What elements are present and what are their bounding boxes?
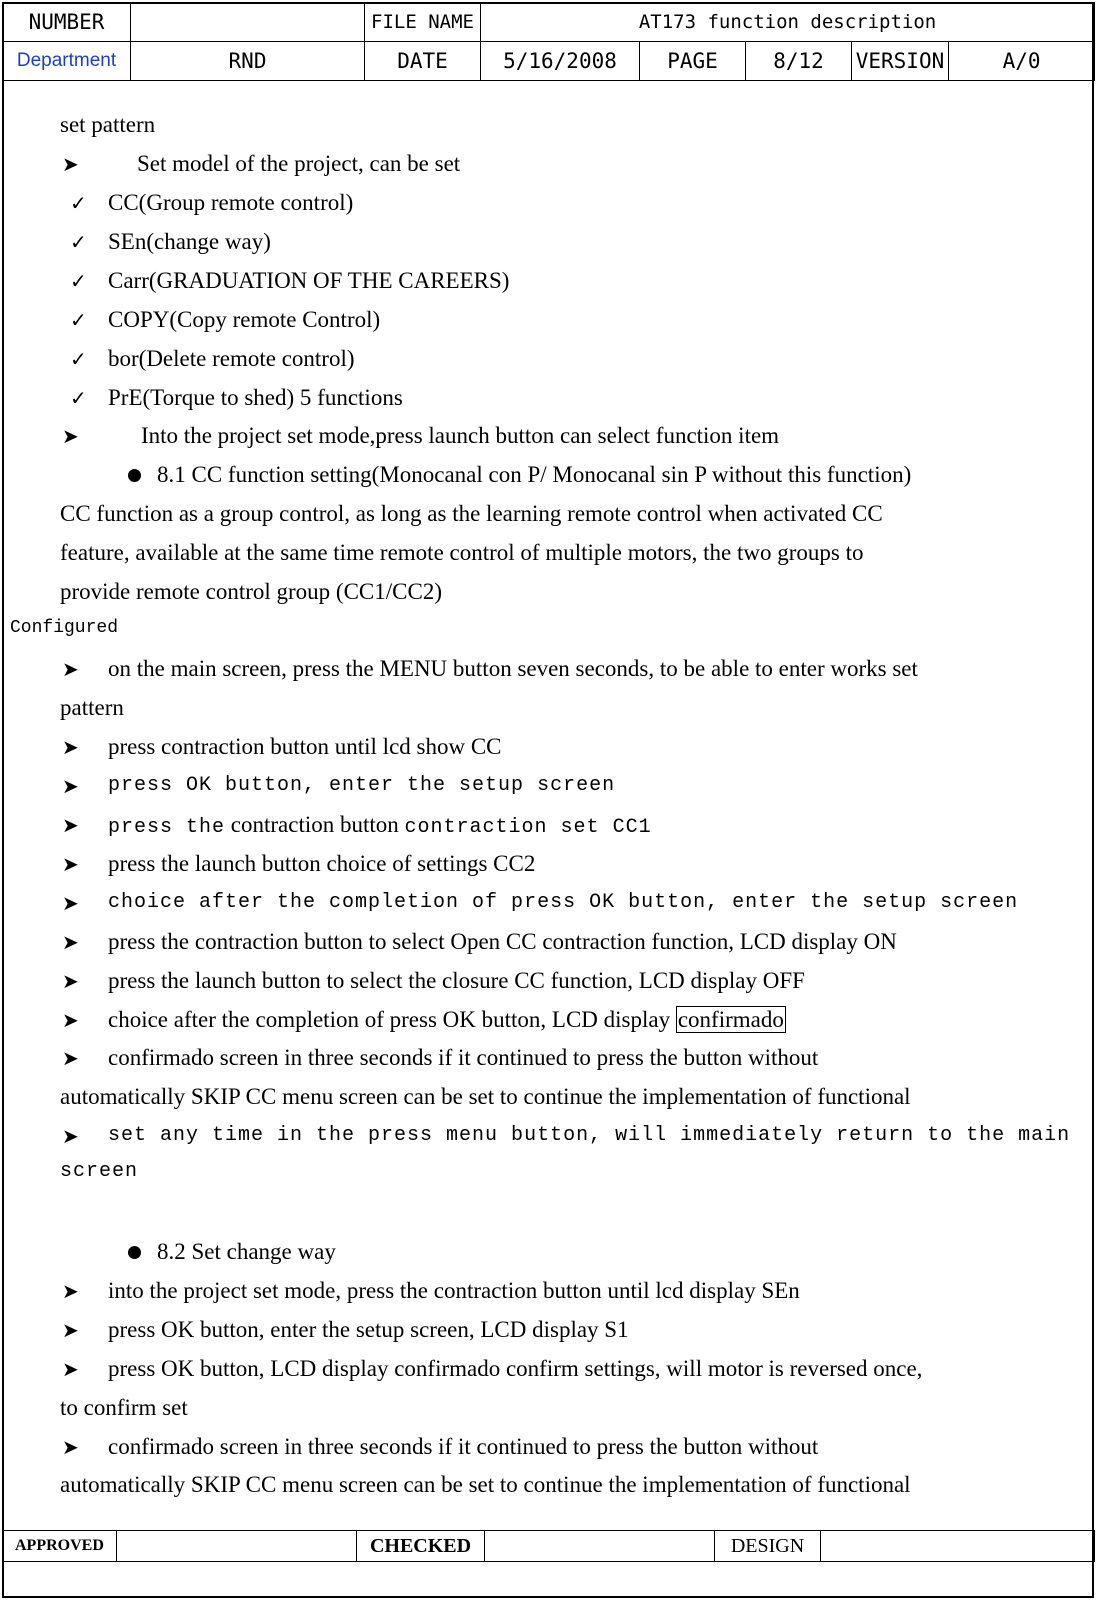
header-row-1 [3, 3, 1095, 42]
list-item [0, 184, 1096, 222]
checkmark-icon: ✓ [70, 269, 87, 293]
section-heading [0, 456, 1096, 494]
item-text: confirmado screen in three seconds if it continued to press the button without [108, 1045, 819, 1070]
list-item [0, 379, 1096, 417]
item-text: PrE(Torque to shed) 5 functions [108, 385, 403, 410]
list-item [0, 340, 1096, 378]
checkmark-icon: ✓ [70, 347, 87, 371]
checkmark-icon: ✓ [70, 308, 87, 332]
item-text: set any time in the press menu button, will immediately return to the main [108, 1124, 1071, 1147]
page-value: 8/12 [746, 42, 852, 81]
arrow-bullet-icon: ➤ [62, 424, 79, 448]
section-heading [0, 1233, 1096, 1271]
checked-value [485, 1531, 715, 1562]
list-item [0, 806, 1096, 844]
footer-table [2, 1530, 1095, 1562]
arrow-bullet-icon: ➤ [62, 1008, 79, 1032]
version-value: A/0 [949, 42, 1095, 81]
list-item [0, 223, 1096, 261]
list-item [0, 1001, 1096, 1039]
text-line: to confirm set [60, 1395, 188, 1420]
text-line: automatically SKIP CC menu screen can be set to continue the implementation of functional [60, 1084, 911, 1109]
dot-bullet-icon [128, 469, 141, 482]
item-text: CC(Group remote control) [108, 190, 354, 215]
checkmark-icon: ✓ [70, 191, 87, 215]
arrow-bullet-icon: ➤ [62, 152, 79, 176]
list-item [0, 923, 1096, 961]
arrow-bullet-icon: ➤ [62, 930, 79, 954]
boxed-term: confirmado [677, 1007, 784, 1032]
file-name-value: AT173 function description [481, 3, 1095, 42]
arrow-bullet-icon: ➤ [62, 891, 79, 915]
list-item [0, 845, 1096, 883]
item-text: press the launch button choice of settings CC2 [108, 851, 536, 876]
list-item [0, 728, 1096, 766]
list-item [0, 1117, 1096, 1155]
list-item [0, 1428, 1096, 1466]
text-line: screen [60, 1160, 139, 1183]
page-label: PAGE [640, 42, 746, 81]
arrow-bullet-icon: ➤ [62, 969, 79, 993]
list-item [0, 417, 1096, 455]
arrow-bullet-icon: ➤ [62, 852, 79, 876]
list-item [0, 767, 1096, 805]
arrow-bullet-icon: ➤ [62, 735, 79, 759]
arrow-bullet-icon: ➤ [62, 1046, 79, 1070]
approved-value [117, 1531, 357, 1562]
text-line: provide remote control group (CC1/CC2) [60, 579, 442, 604]
item-text: on the main screen, press the MENU button seven seconds, to be able to enter works set [108, 656, 918, 681]
text-line: CC function as a group control, as long as the learning remote control when activated CC [60, 501, 883, 526]
text-line: pattern [60, 695, 124, 720]
list-item [0, 1350, 1096, 1388]
heading-text: 8.1 CC function setting(Monocanal con P/ Monocanal sin P without this function) [157, 462, 912, 487]
design-label: DESIGN [715, 1531, 821, 1562]
heading-text: 8.2 Set change way [157, 1239, 336, 1264]
item-text: Carr(GRADUATION OF THE CAREERS) [108, 268, 510, 293]
item-text: SEn(change way) [108, 229, 271, 254]
arrow-bullet-icon: ➤ [62, 657, 79, 681]
item-text: press the contraction button to select Open CC contraction function, LCD display ON [108, 929, 897, 954]
number-value [131, 3, 365, 42]
item-text: press OK button, enter the setup screen [108, 774, 616, 797]
arrow-bullet-icon: ➤ [62, 1318, 79, 1342]
list-item [0, 650, 1096, 688]
text-line: automatically SKIP CC menu screen can be set to continue the implementation of functional [60, 1472, 911, 1497]
design-value [821, 1531, 1095, 1562]
list-item [0, 1039, 1096, 1077]
checkmark-icon: ✓ [70, 230, 87, 254]
date-value: 5/16/2008 [481, 42, 640, 81]
item-text: confirmado screen in three seconds if it continued to press the button without [108, 1434, 819, 1459]
footer-row [3, 1531, 1095, 1562]
item-text: bor(Delete remote control) [108, 346, 355, 371]
header-table [2, 2, 1095, 81]
header-row-2 [3, 42, 1095, 81]
list-item [0, 301, 1096, 339]
number-label: NUMBER [3, 3, 131, 42]
text-line: feature, available at the same time remote control of multiple motors, the two groups to [60, 540, 864, 565]
department-label: Department [3, 42, 131, 81]
version-label: VERSION [852, 42, 949, 81]
item-text: press the contraction button contraction set CC1 [108, 812, 652, 839]
item-text: choice after the completion of press OK button, enter the setup screen [108, 891, 1019, 914]
text-line: set pattern [60, 112, 156, 137]
item-text: choice after the completion of press OK button, LCD display confirmado [108, 1007, 784, 1032]
item-text: press the launch button to select the closure CC function, LCD display OFF [108, 968, 805, 993]
dot-bullet-icon [128, 1246, 141, 1259]
item-text: press OK button, enter the setup screen, LCD display S1 [108, 1317, 629, 1342]
list-item [0, 1272, 1096, 1310]
file-name-label: FILE NAME [365, 3, 481, 42]
item-text: Set model of the project, can be set [137, 151, 461, 176]
item-text: press contraction button until lcd show CC [108, 734, 502, 759]
item-text: into the project set mode, press the contraction button until lcd display SEn [108, 1278, 800, 1303]
arrow-bullet-icon: ➤ [62, 813, 79, 837]
list-item [0, 145, 1096, 183]
arrow-bullet-icon: ➤ [62, 1279, 79, 1303]
item-text: press OK button, LCD display confirmado confirm settings, will motor is reversed once, [108, 1356, 923, 1381]
item-text: Into the project set mode,press launch button can select function item [141, 423, 780, 448]
approved-label: APPROVED [3, 1531, 117, 1562]
checked-label: CHECKED [357, 1531, 485, 1562]
arrow-bullet-icon: ➤ [62, 1124, 79, 1148]
list-item [0, 262, 1096, 300]
text-line: Configured [10, 618, 119, 638]
arrow-bullet-icon: ➤ [62, 1435, 79, 1459]
list-item [0, 884, 1096, 922]
department-value: RND [131, 42, 365, 81]
item-text: COPY(Copy remote Control) [108, 307, 381, 332]
list-item [0, 962, 1096, 1000]
arrow-bullet-icon: ➤ [62, 1357, 79, 1381]
list-item [0, 1311, 1096, 1349]
arrow-bullet-icon: ➤ [62, 774, 79, 798]
date-label: DATE [365, 42, 481, 81]
checkmark-icon: ✓ [70, 386, 87, 410]
